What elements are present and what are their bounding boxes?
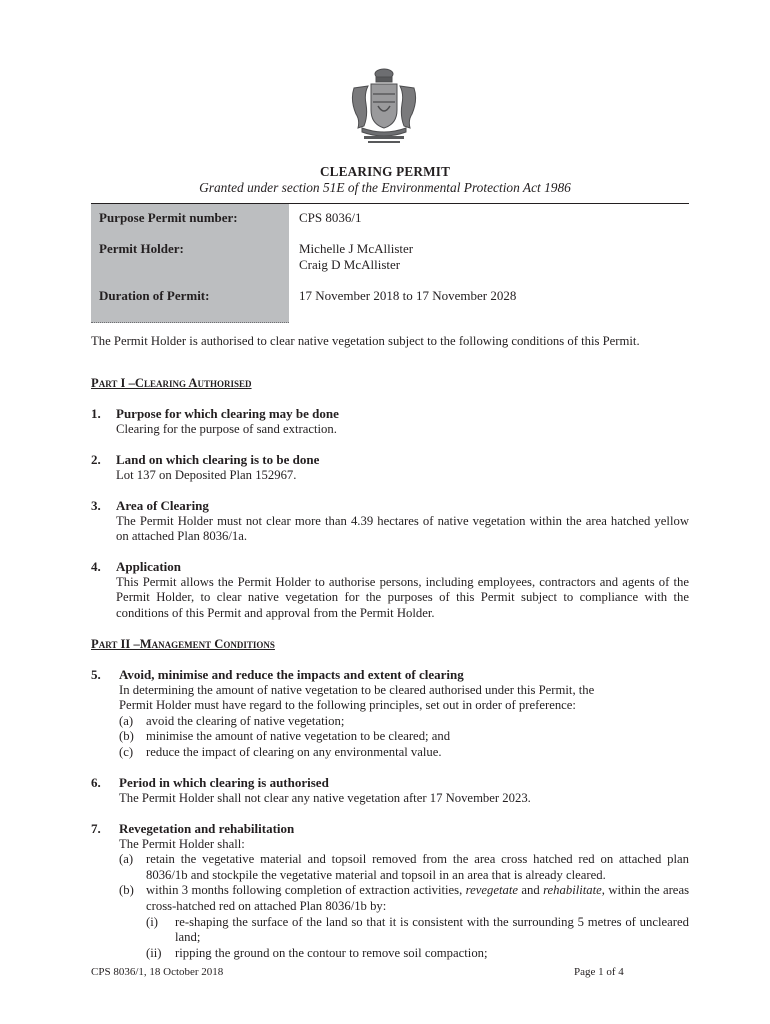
condition-heading: Revegetation and rehabilitation	[119, 821, 295, 836]
sub-item-text: avoid the clearing of native vegetation;	[146, 713, 345, 728]
sub-item-text: reduce the impact of clearing on any environmental value.	[146, 744, 442, 759]
sub-item-text: minimise the amount of native vegetation to be cleared; and	[146, 729, 451, 744]
sub-item-marker: (a)	[119, 852, 134, 867]
permit-number-value: CPS 8036/1	[299, 210, 362, 225]
condition-heading: Purpose for which clearing may be done	[116, 406, 339, 421]
sub-item-b	[119, 883, 689, 914]
condition-text: Lot 137 on Deposited Plan 152967.	[116, 467, 297, 482]
condition-heading: Period in which clearing is authorised	[119, 775, 329, 790]
condition-text-line: Permit Holder must have regard to the following principles, set out in order of preference:	[119, 698, 576, 713]
sub-item-marker: (b)	[119, 729, 134, 744]
condition-text: The Permit Holder shall not clear any native vegetation after 17 November 2023.	[119, 790, 531, 805]
sub-item-marker: (i)	[146, 914, 158, 929]
condition-heading: Application	[116, 559, 182, 574]
footer-page-number: Page 1 of 4	[574, 966, 624, 978]
condition-number: 5.	[91, 667, 101, 682]
sub-item-text: ripping the ground on the contour to remove soil compaction;	[175, 945, 488, 960]
condition-number: 7.	[91, 821, 101, 836]
coat-of-arms-icon	[342, 66, 426, 146]
sub-item-a	[119, 714, 689, 730]
purpose-label: Purpose Permit number:	[99, 210, 238, 225]
sub-item-i	[119, 915, 689, 946]
document-title: CLEARING PERMIT	[319, 164, 451, 179]
part-1-heading: Part I –Clearing Authorised	[91, 376, 252, 390]
sub-item-text-post: , within the areas cross-hatched red on attached Plan 8036/1b by:	[146, 883, 690, 913]
document-subtitle: Granted under section 51E of the Environmental Protection Act 1986	[199, 180, 571, 195]
condition-text-line: In determining the amount of native vegetation to be cleared authorised under this Permit, the	[119, 682, 595, 697]
condition-heading: Avoid, minimise and reduce the impacts and extent of clearing	[119, 667, 464, 682]
condition-number: 2.	[91, 452, 101, 467]
sub-item-marker: (ii)	[146, 945, 162, 960]
condition-text: The Permit Holder must not clear more than 4.39 hectares of native vegetation within the area hatched yellow on attached Plan 8036/1a.	[116, 513, 689, 544]
table-top-rule	[91, 203, 689, 204]
sub-item-ii	[119, 946, 689, 962]
sub-item-b	[119, 729, 689, 745]
sub-item-marker: (a)	[119, 713, 134, 728]
duration-value: 17 November 2018 to 17 November 2028	[299, 288, 517, 303]
condition-text: Clearing for the purpose of sand extraction.	[116, 421, 337, 436]
sub-item-marker: (b)	[119, 883, 134, 898]
sub-item-text-and: and	[521, 883, 540, 898]
footer-reference: CPS 8036/1, 18 October 2018	[91, 966, 224, 978]
part-2-heading: Part II –Management Conditions	[91, 637, 275, 651]
sub-item-c	[119, 745, 689, 761]
sub-item-text: retain the vegetative material and topsoil removed from the area cross hatched red on attached plan 8036/1b and stockpile the vegetative material and topsoil in an area that is already cleared.	[146, 852, 689, 882]
permit-holder-value-1: Michelle J McAllister	[299, 241, 414, 256]
permit-info-table	[91, 203, 689, 323]
condition-heading: Area of Clearing	[116, 498, 209, 513]
intro-paragraph: The Permit Holder is authorised to clear native vegetation subject to the following conditions of this Permit.	[91, 334, 640, 348]
sub-item-marker: (c)	[119, 744, 134, 759]
table-bottom-rule	[91, 322, 289, 323]
condition-heading: Land on which clearing is to be done	[116, 452, 320, 467]
condition-text: This Permit allows the Permit Holder to authorise persons, including employees, contractors and agents of the Permit Holder, to clear native vegetation for the purposes of this Permit subject to compliance with the conditions of this Permit and approval from the Permit Holder.	[116, 574, 689, 620]
sub-item-text-pre: within 3 months following completion of extraction activities,	[146, 883, 463, 898]
condition-number: 6.	[91, 775, 101, 790]
condition-number: 3.	[91, 498, 101, 513]
duration-label: Duration of Permit:	[99, 288, 210, 303]
condition-text: The Permit Holder shall:	[119, 836, 245, 851]
condition-number: 1.	[91, 406, 101, 421]
condition-number: 4.	[91, 559, 101, 574]
sub-item-a	[119, 852, 689, 883]
sub-item-emphasis: revegetate	[465, 883, 519, 898]
sub-item-text: re-shaping the surface of the land so that it is consistent with the surrounding 5 metres of uncleared land;	[175, 914, 689, 945]
sub-item-emphasis: rehabilitate	[543, 883, 602, 898]
permit-holder-value-2: Craig D McAllister	[299, 257, 401, 272]
permit-holder-label: Permit Holder:	[99, 241, 184, 256]
